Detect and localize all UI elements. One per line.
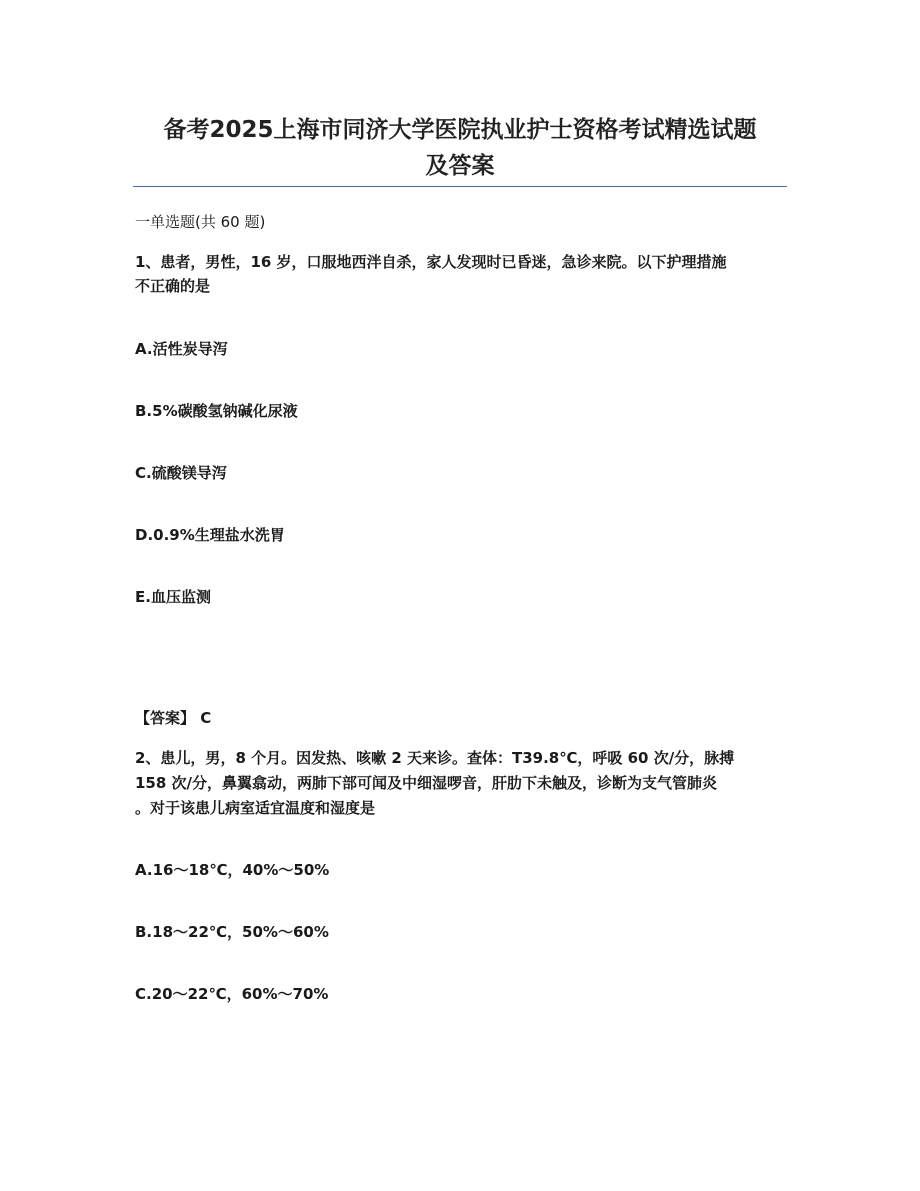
- question-2-option-b: B.18～22℃，50%～60%: [135, 923, 329, 941]
- question-2-option-a: A.16～18℃，40%～50%: [135, 861, 330, 879]
- question-2-option-c: C.20～22℃，60%～70%: [135, 985, 329, 1003]
- question-1-option-d: D.0.9%生理盐水洗胃: [135, 526, 285, 544]
- question-2-text-line-1: 2、患儿，男，8 个月。因发热、咳嗽 2 天来诊。查体：T39.8℃，呼吸 60 次/分，脉搏: [135, 749, 735, 767]
- question-1-option-c: C.硫酸镁导泻: [135, 464, 227, 482]
- document-title: [120, 112, 800, 184]
- question-1-answer: 【答案】 C: [135, 709, 212, 727]
- section-heading: 一单选题(共 60 题): [135, 213, 266, 231]
- question-1-option-b: B.5%碳酸氢钠碱化尿液: [135, 402, 298, 420]
- title-divider: [133, 186, 787, 187]
- title-line-1: 备考2025上海市同济大学医院执业护士资格考试精选试题: [163, 117, 757, 143]
- question-2-text-line-2: 158 次/分，鼻翼翕动，两肺下部可闻及中细湿啰音，肝肋下未触及，诊断为支气管肺炎: [135, 774, 718, 792]
- question-1-text-line-1: 1、患者，男性，16 岁，口服地西泮自杀，家人发现时已昏迷，急诊来院。以下护理措施: [135, 253, 727, 271]
- title-line-2: 及答案: [425, 153, 495, 179]
- question-1-option-e: E.血压监测: [135, 588, 211, 606]
- question-2-text-line-3: 。对于该患儿病室适宜温度和湿度是: [135, 799, 376, 817]
- question-1-text-line-2: 不正确的是: [135, 277, 211, 295]
- question-1-option-a: A.活性炭导泻: [135, 340, 228, 358]
